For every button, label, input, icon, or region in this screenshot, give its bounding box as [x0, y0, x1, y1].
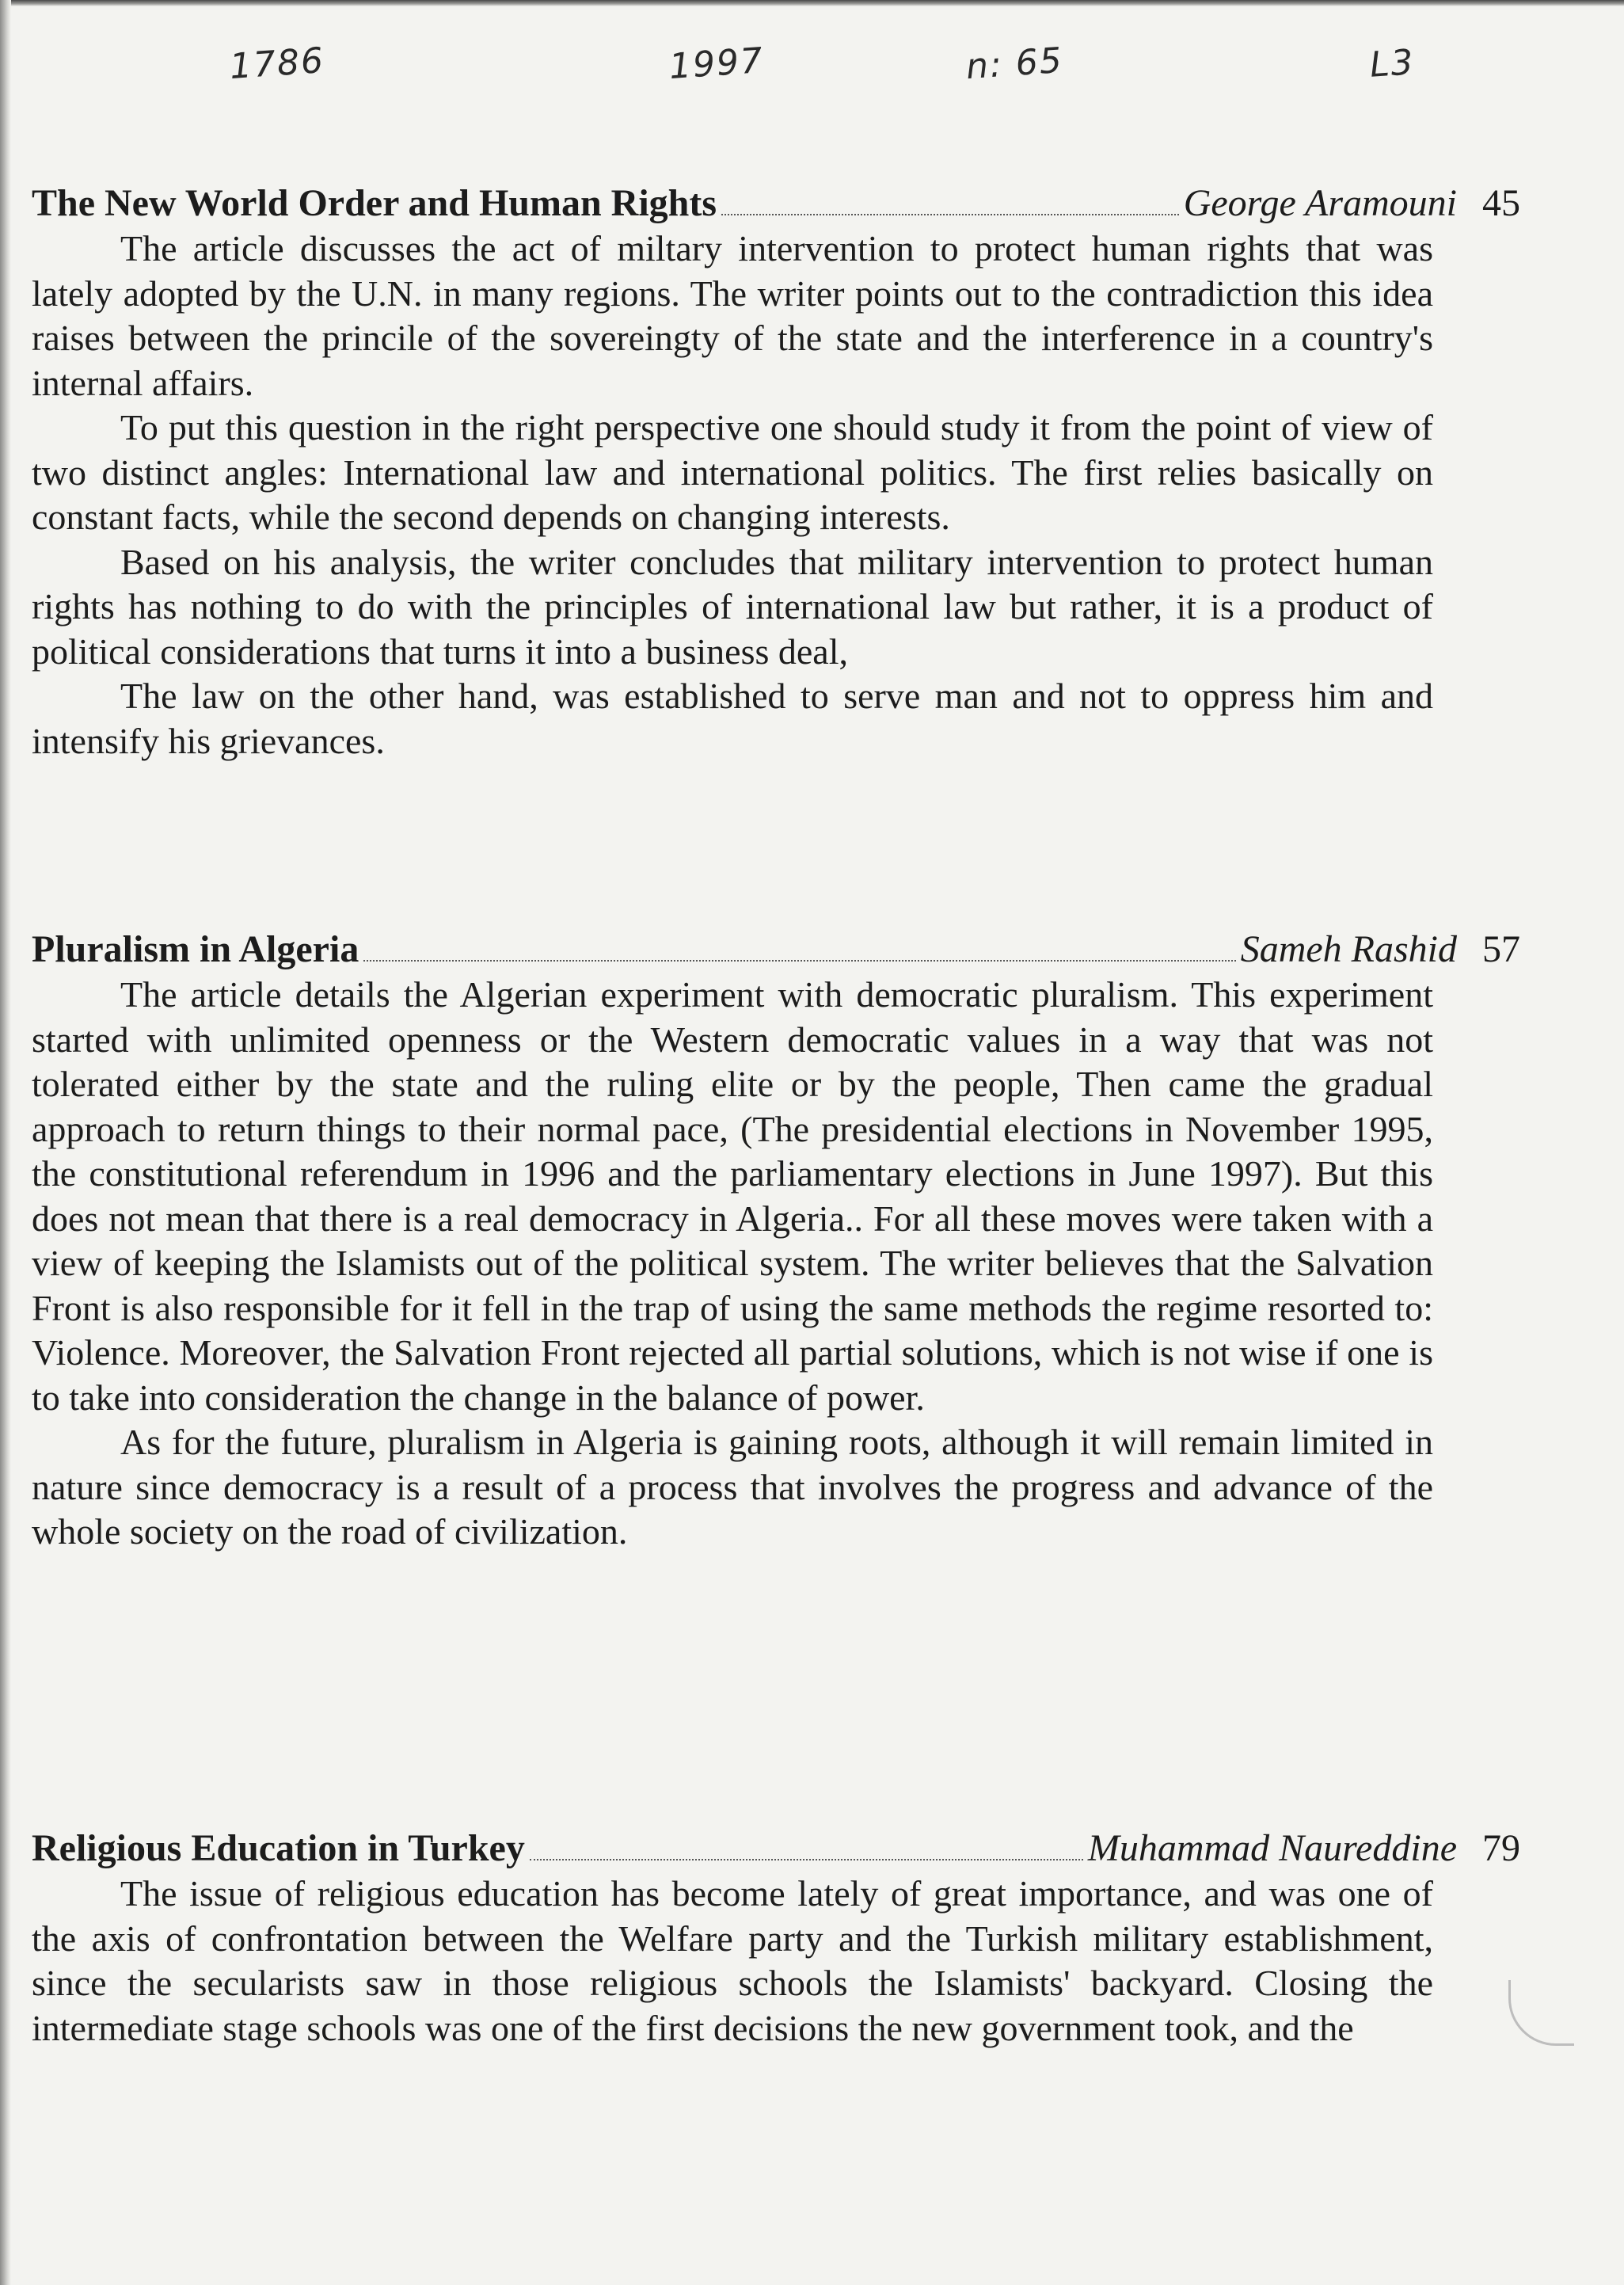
- entry-paragraph: The law on the other hand, was established to serve man and not to oppress him and intensify his grievances.: [32, 676, 1433, 761]
- handwritten-issue: n: 65: [964, 40, 1065, 88]
- entry-paragraph: The issue of religious education has become lately of great importance, and was one of the axis of confrontation between the Welfare party and the Turkish military establishment, since the secularists saw in those religious schools the Islamists' backyard. Closing the intermediate stage schools was one of the first decisions the new government took, and the: [32, 1873, 1433, 2048]
- entry-heading: [32, 1826, 1520, 1872]
- dotted-leader: [530, 1858, 1083, 1860]
- entry-new-world-order: [32, 181, 1520, 764]
- entry-paragraph: To put this question in the right perspective one should study it from the point of view of two distinct angles: International law and international politics. The first relies basically on constant facts, while the second depends on changing interests.: [32, 407, 1433, 537]
- entry-page-number: 57: [1482, 928, 1520, 970]
- entry-heading: [32, 181, 1520, 227]
- entry-title: The New World Order and Human Rights: [32, 182, 717, 224]
- entry-paragraph: The article details the Algerian experiment with democratic pluralism. This experiment started with unlimited openness or the Western democratic values in a way that was not tolerated either by the state and the ruling elite or by the people, Then came the gradual approach to return things to their normal pace, (The presidential elections in November 1995, the constitutional referendum in 1996 and the parliamentary elections in June 1997). But this does not mean that there is a real democracy in Algeria.. For all these moves were taken with a view of keeping the Islamists out of the political system. The writer believes that the Salvation Front is also responsible for it fell in the trap of using the same methods the regime resorted to: Violence. Moreover, the Salvation Front rejected all partial solutions, which is not wise if one is to take into consideration the change in the balance of power.: [32, 974, 1433, 1418]
- entry-pluralism-algeria: [32, 927, 1520, 1555]
- page-binding-shadow: [0, 0, 11, 2285]
- entry-author: Sameh Rashid: [1240, 928, 1457, 970]
- entry-paragraph: As for the future, pluralism in Algeria is gaining roots, although it will remain limited in nature since democracy is a result of a process that involves the progress and advance of the whole society on the road of civilization.: [32, 1422, 1433, 1552]
- entry-title: Pluralism in Algeria: [32, 928, 359, 970]
- handwritten-code: L3: [1368, 42, 1417, 86]
- entry-paragraph: The article discusses the act of miltary intervention to protect human rights that was lately adopted by the U.N. in many regions. The writer points out to the contradiction this idea raises between the princile of the sovereingty of the state and the interference in a country's internal affairs.: [32, 228, 1433, 403]
- handwritten-ref-number: 1786: [228, 40, 326, 88]
- handwritten-year: 1997: [667, 40, 766, 88]
- entry-author: Muhammad Naureddine: [1087, 1827, 1457, 1869]
- entry-religious-education-turkey: [32, 1826, 1520, 2051]
- entry-page-number: 45: [1482, 182, 1520, 224]
- entry-page-number: 79: [1482, 1827, 1520, 1869]
- entry-heading: [32, 927, 1520, 973]
- entry-author: George Aramouni: [1183, 182, 1457, 224]
- dotted-leader: [363, 959, 1235, 962]
- entry-title: Religious Education in Turkey: [32, 1827, 525, 1869]
- dotted-leader: [721, 213, 1179, 215]
- entry-paragraph: Based on his analysis, the writer concludes that military intervention to protect human rights has nothing to do with the principles of international law but rather, it is a product of political considerations that turns it into a business deal,: [32, 541, 1433, 672]
- page-top-edge: [0, 0, 1624, 6]
